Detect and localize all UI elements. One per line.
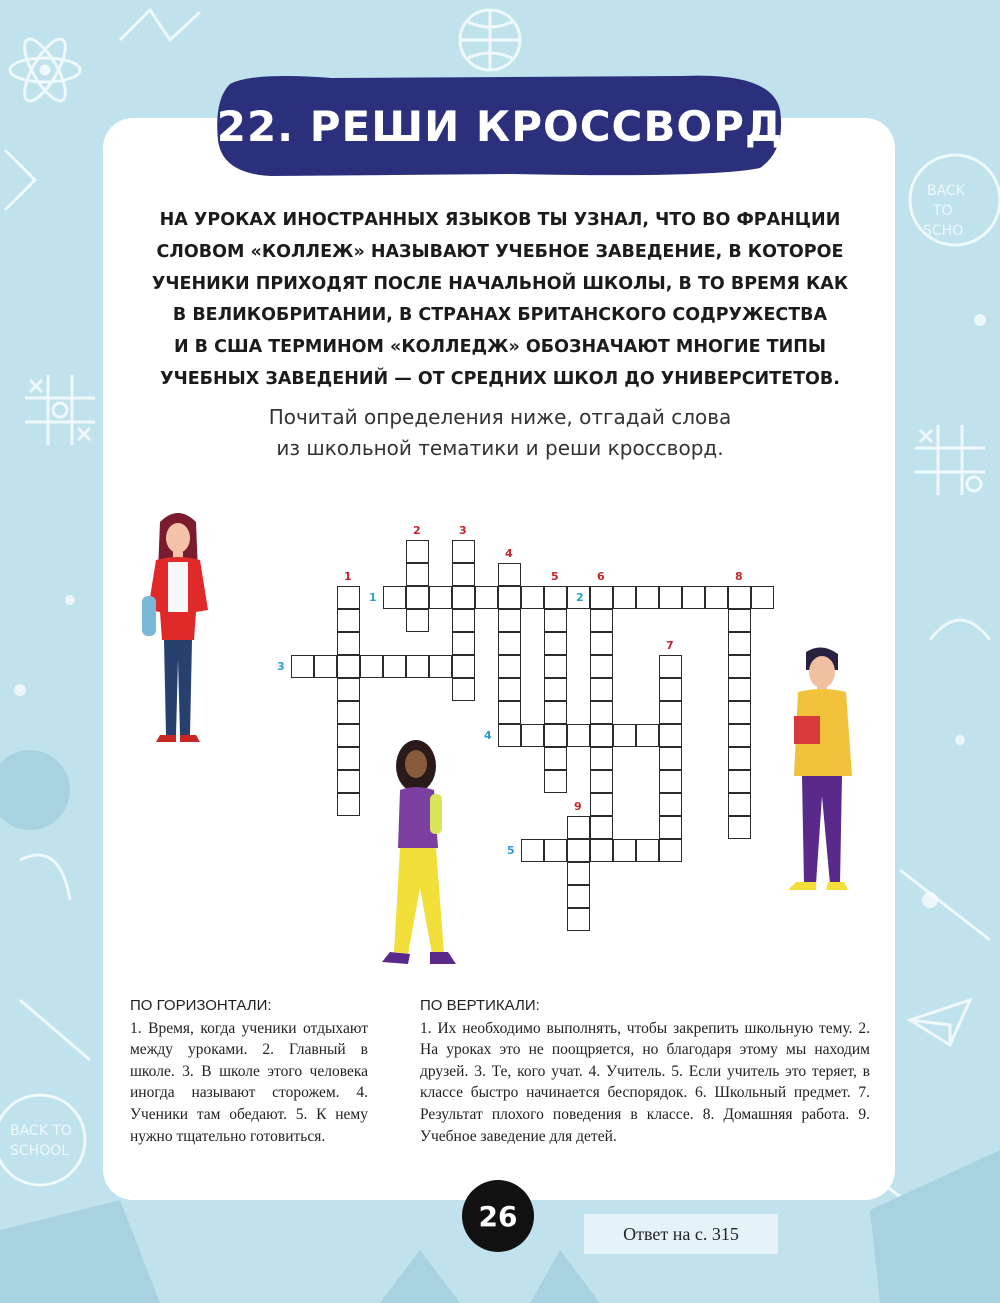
clues-down-heading: ПО ВЕРТИКАЛИ: [420, 997, 540, 1014]
crossword-cell[interactable] [751, 586, 774, 609]
intro-line: И В США ТЕРМИНОМ «КОЛЛЕДЖ» ОБОЗНАЧАЮТ МНОГИЕ ТИПЫ [173, 337, 827, 358]
clues-down-text: 1. Их необходимо выполнять, чтобы закрепить школьную тему. 2. На уроках это не поощряется, но благодаря этому мы находим друзей. 3. Те, кого учат. 4. Учитель. 5. Если учитель это теряет, в классе быстро начинается беспорядок. 6. Школьный предмет. 7. Результат плохого поведения в классе. 8. Домашняя работа. 9. Учебное заведение для детей. [420, 1019, 870, 1145]
crossword-down-number: 2 [413, 524, 421, 537]
crossword-cell[interactable] [498, 701, 521, 724]
crossword-cell[interactable] [590, 632, 613, 655]
crossword-across-number: 1 [369, 591, 377, 604]
crossword-cell[interactable] [544, 586, 567, 609]
crossword-cell[interactable] [590, 701, 613, 724]
crossword-cell[interactable] [567, 724, 590, 747]
crossword-cell[interactable] [475, 586, 498, 609]
crossword-cell[interactable] [590, 839, 613, 862]
svg-text:BACK TO: BACK TO [10, 1123, 72, 1139]
crossword-cell[interactable] [452, 655, 475, 678]
intro-line: УЧЕБНЫХ ЗАВЕДЕНИЙ — ОТ СРЕДНИХ ШКОЛ ДО УНИВЕРСИТЕТОВ. [160, 368, 840, 389]
crossword-cell[interactable] [337, 793, 360, 816]
svg-text:BACK: BACK [927, 183, 965, 199]
crossword-cell[interactable] [360, 655, 383, 678]
back-to-school-badge-icon [910, 155, 1000, 245]
crossword-across-number: 5 [507, 844, 515, 857]
crossword-cell[interactable] [544, 609, 567, 632]
intro-text [130, 205, 870, 396]
crossword-cell[interactable] [544, 839, 567, 862]
crossword-cell[interactable] [337, 586, 360, 609]
clues-across-heading: ПО ГОРИЗОНТАЛИ: [130, 997, 272, 1014]
student-boy-with-book-illustration [782, 646, 862, 896]
instruction-line: Почитай определения ниже, отгадай слова [268, 405, 732, 429]
crossword-cell[interactable] [498, 678, 521, 701]
crossword-cell[interactable] [498, 563, 521, 586]
crossword-cell[interactable] [590, 678, 613, 701]
crossword-cell[interactable] [498, 632, 521, 655]
crossword-across-number: 4 [484, 729, 492, 742]
paper-plane-icon [910, 1000, 970, 1045]
student-girl-yellow-pants-illustration [372, 738, 462, 973]
crossword-across-number: 2 [576, 591, 584, 604]
svg-text:SCHOOL: SCHOOL [10, 1143, 70, 1159]
intro-line: СЛОВОМ «КОЛЛЕЖ» НАЗЫВАЮТ УЧЕБНОЕ ЗАВЕДЕНИЕ, В КОТОРОЕ [156, 241, 844, 262]
crossword-cell[interactable] [636, 586, 659, 609]
crossword-cell[interactable] [498, 655, 521, 678]
crossword-cell[interactable] [452, 563, 475, 586]
intro-line: НА УРОКАХ ИНОСТРАННЫХ ЯЗЫКОВ ТЫ УЗНАЛ, ЧТО ВО ФРАНЦИИ [159, 210, 841, 230]
crossword-cell[interactable] [498, 609, 521, 632]
instruction-line: из школьной тематики и реши кроссворд. [276, 436, 724, 460]
clues-down [420, 995, 870, 1147]
crossword-cell[interactable] [567, 862, 590, 885]
crossword-cell[interactable] [406, 563, 429, 586]
crossword-cell[interactable] [452, 632, 475, 655]
crossword-cell[interactable] [659, 793, 682, 816]
atom-icon [10, 34, 80, 107]
crossword-cell[interactable] [728, 747, 751, 770]
crossword-cell[interactable] [613, 586, 636, 609]
crossword-cell[interactable] [728, 701, 751, 724]
crossword-cell[interactable] [521, 586, 544, 609]
crossword-cell[interactable] [567, 885, 590, 908]
crossword-cell[interactable] [659, 839, 682, 862]
crossword-cell[interactable] [728, 632, 751, 655]
crossword-cell[interactable] [728, 816, 751, 839]
crossword-cell[interactable] [383, 655, 406, 678]
crossword-cell[interactable] [636, 839, 659, 862]
crossword-cell[interactable] [728, 678, 751, 701]
crossword-cell[interactable] [337, 678, 360, 701]
crossword-cell[interactable] [544, 701, 567, 724]
crossword-cell[interactable] [337, 724, 360, 747]
crossword-cell[interactable] [728, 655, 751, 678]
crossword-down-number: 4 [505, 547, 513, 560]
crossword-cell[interactable] [590, 724, 613, 747]
crossword-cell[interactable] [590, 793, 613, 816]
crossword-cell[interactable] [498, 724, 521, 747]
crossword-cell[interactable] [728, 586, 751, 609]
crossword-cell[interactable] [498, 586, 521, 609]
crossword-cell[interactable] [728, 724, 751, 747]
crossword-cell[interactable] [544, 724, 567, 747]
crossword-down-number: 7 [666, 639, 674, 652]
page-title: 22. РЕШИ КРОССВОРД [216, 101, 784, 151]
crossword-cell[interactable] [521, 839, 544, 862]
globe-icon [460, 10, 520, 70]
crossword-cell[interactable] [406, 586, 429, 609]
crossword-cell[interactable] [452, 540, 475, 563]
answer-reference: Ответ на с. 315 [584, 1214, 778, 1254]
crossword-cell[interactable] [383, 586, 406, 609]
crossword-cell[interactable] [314, 655, 337, 678]
crossword-cell[interactable] [659, 678, 682, 701]
crossword-cell[interactable] [544, 770, 567, 793]
crossword-cell[interactable] [452, 586, 475, 609]
crossword-down-number: 3 [459, 524, 467, 537]
crossword-down-number: 9 [574, 800, 582, 813]
crossword-cell[interactable] [521, 724, 544, 747]
title-banner [212, 70, 788, 182]
crossword-cell[interactable] [659, 770, 682, 793]
crossword-cell[interactable] [567, 908, 590, 931]
crossword-cell[interactable] [659, 747, 682, 770]
crossword-cell[interactable] [590, 655, 613, 678]
crossword-across-number: 3 [277, 660, 285, 673]
crossword-down-number: 1 [344, 570, 352, 583]
clues-across-text: 1. Время, когда ученики отдыхают между уроками. 2. Главный в школе. 3. В школе этого человека иногда называют сторожем. 4. Ученики там обедают. 5. К нему нужно тщательно готовиться. [130, 1019, 368, 1145]
crossword-cell[interactable] [291, 655, 314, 678]
crossword-cell[interactable] [337, 632, 360, 655]
crossword-cell[interactable] [337, 770, 360, 793]
crossword-down-number: 8 [735, 570, 743, 583]
intro-line: В ВЕЛИКОБРИТАНИИ, В СТРАНАХ БРИТАНСКОГО СОДРУЖЕСТВА [172, 305, 828, 326]
crossword-cell[interactable] [406, 655, 429, 678]
crossword-cell[interactable] [590, 747, 613, 770]
tic-tac-toe-icon [25, 375, 95, 445]
clues-across [130, 995, 368, 1147]
student-girl-red-jacket-illustration [138, 510, 218, 745]
crossword-cell[interactable] [567, 816, 590, 839]
crossword-cell[interactable] [659, 724, 682, 747]
crossword-cell[interactable] [452, 609, 475, 632]
intro-line: УЧЕНИКИ ПРИХОДЯТ ПОСЛЕ НАЧАЛЬНОЙ ШКОЛЫ, В ТО ВРЕМЯ КАК [151, 273, 849, 294]
crossword-cell[interactable] [337, 609, 360, 632]
crossword-cell[interactable] [590, 770, 613, 793]
crossword-cell[interactable] [337, 701, 360, 724]
back-to-school-badge-icon [0, 1095, 85, 1185]
tic-tac-toe-icon [915, 425, 985, 495]
crossword-cell[interactable] [406, 609, 429, 632]
crossword-cell[interactable] [544, 655, 567, 678]
crossword-cell[interactable] [590, 816, 613, 839]
instruction-text [180, 402, 820, 464]
crossword-cell[interactable] [728, 609, 751, 632]
crossword-cell[interactable] [590, 586, 613, 609]
crossword-cell[interactable] [337, 747, 360, 770]
crossword-cell[interactable] [613, 839, 636, 862]
crossword-cell[interactable] [705, 586, 728, 609]
crossword-cell[interactable] [429, 586, 452, 609]
crossword-cell[interactable] [682, 586, 705, 609]
crossword-cell[interactable] [728, 793, 751, 816]
crossword-cell[interactable] [659, 816, 682, 839]
crossword-cell[interactable] [452, 678, 475, 701]
crossword-cell[interactable] [544, 678, 567, 701]
crossword-cell[interactable] [728, 770, 751, 793]
crossword-cell[interactable] [659, 586, 682, 609]
crossword-down-number: 5 [551, 570, 559, 583]
svg-text:SCHO: SCHO [923, 223, 964, 239]
crossword-cell[interactable] [429, 655, 452, 678]
crossword-cell[interactable] [337, 655, 360, 678]
page-number: 26 [462, 1180, 534, 1252]
crossword-down-number: 6 [597, 570, 605, 583]
crossword-cell[interactable] [544, 747, 567, 770]
crossword-cell[interactable] [567, 839, 590, 862]
crossword-cell[interactable] [590, 609, 613, 632]
crossword-cell[interactable] [659, 701, 682, 724]
svg-text:TO: TO [933, 203, 953, 219]
crossword-cell[interactable] [613, 724, 636, 747]
crossword-cell[interactable] [406, 540, 429, 563]
crossword-cell[interactable] [544, 632, 567, 655]
crossword-cell[interactable] [636, 724, 659, 747]
crossword-cell[interactable] [659, 655, 682, 678]
